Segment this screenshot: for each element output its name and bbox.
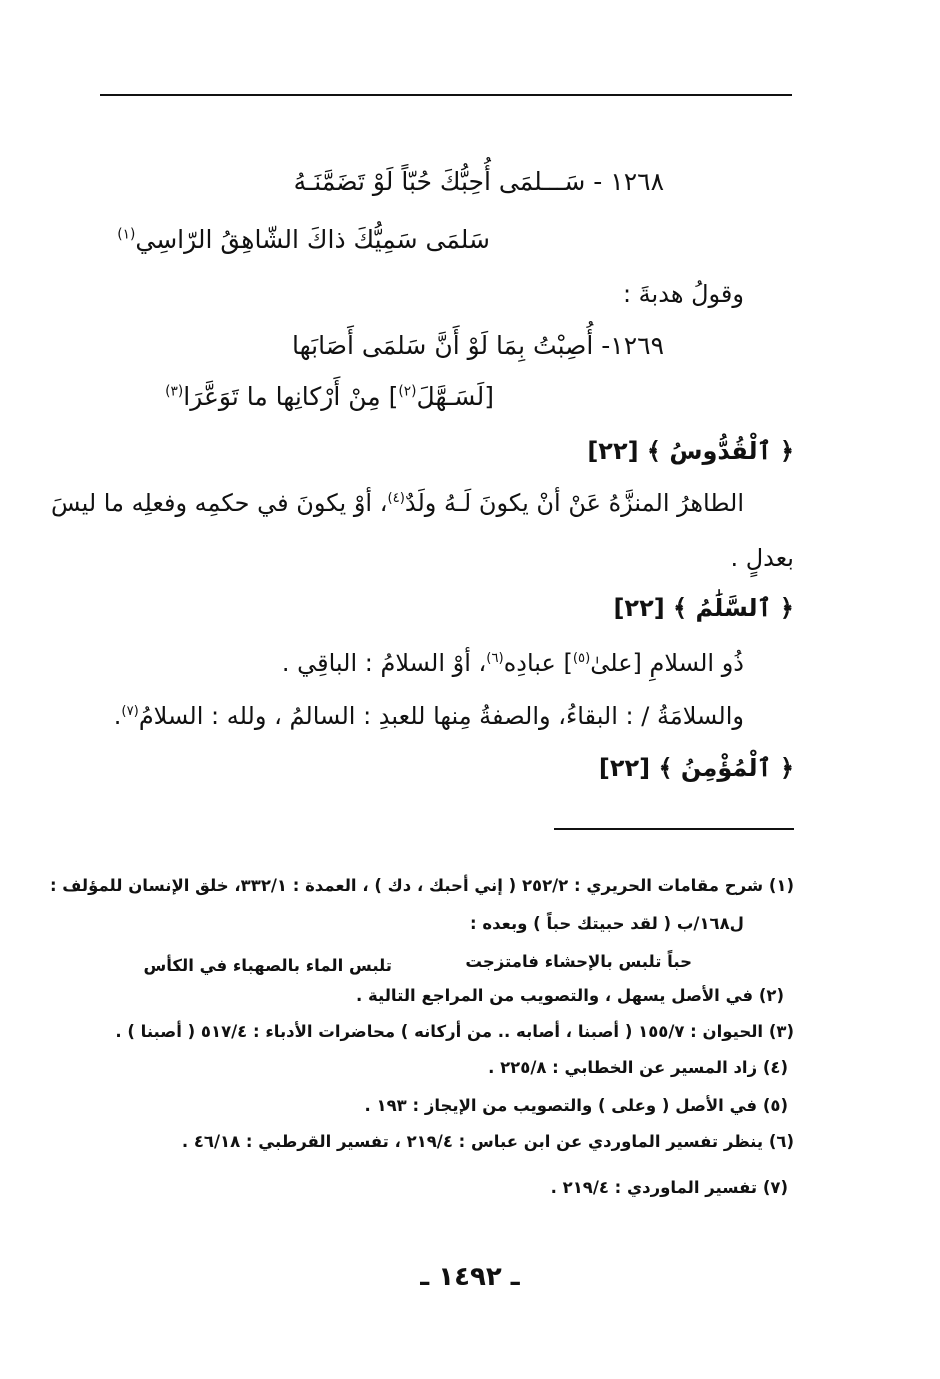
footnote-ref-4: (٤) [387,491,405,506]
footnote-7: (٧) تفسير الماوردي : ٢١٩/٤ . [550,1178,788,1197]
footnote-5: (٥) في الأصل ( وعلى ) والتصويب من الإيجاز : ١٩٣ . [364,1096,788,1115]
footnote-ref-7: (٧) [121,704,139,719]
page-number: ـ ١٤٩٢ ـ [420,1262,520,1292]
verse-1269-second-rest: ] مِنْ أَرْكانِها ما تَوَعَّرَا [183,382,399,411]
verse-1269-first-half: ١٢٦٩- أُصِبْتُ بِمَا لَوْ أَنَّ سَلمَى أَصَابَها [292,331,664,360]
verse-1268-first-half: ١٢٦٨ - سَـــلمَى أُحِبُّكَ حُبّاً لَوْ تَضَمَّنَـهُ [293,167,664,196]
footnote-ref-1: (١) [117,226,136,243]
footnote-3: (٣) الحيوان : ١٥٥/٧ ( أصبنا ، أصابه .. من أركانه ) محاضرات الأدباء : ٥١٧/٤ ( أصبنا ) . [115,1022,794,1041]
heading-quddus: ﴿ ٱلْقُدُّوسُ ﴾ [٢٢] [587,437,794,465]
hudba-intro: وقولُ هدبةَ : [622,280,744,308]
top-rule [100,94,792,96]
footnote-ref-3: (٣) [165,383,184,400]
footnote-ref-6: (٦) [486,651,504,666]
salam-text-c: ، أوْ السلامُ : الباقِي . [281,649,487,677]
footnote-1-verse-right: حباً تلبس بالإحشاء فامتزجت [465,952,692,971]
footnote-ref-5: (٥) [572,651,591,666]
footnote-1-line-1: (١) شرح مقامات الحريري : ٢٥٢/٢ ( إني أحبك ، دك ) ، العمدة : ٣٣٢/١، خلق الإنسان للمؤلف : [49,876,794,895]
footnote-6: (٦) ينظر تفسير الماوردي عن ابن عباس : ٢١٩/٤ ، تفسير القرطبي : ٤٦/١٨ . [181,1132,794,1151]
footnote-4: (٤) زاد المسير عن الخطابي : ٢٢٥/٨ . [488,1058,788,1077]
footnote-1-line-2: ل١٦٨/ب ( لقد حبيتك حباً ) وبعده : [470,914,744,933]
salam-text-a: ذُو السلامِ [علىٰ [590,649,744,677]
verse-1268-second-text: سَلمَى سَمِيُّكَ ذاكَ الشّاهِقُ الرّاسِي [135,225,490,254]
heading-salam: ﴿ ٱلسَّلَٰمُ ﴾ [٢٢] [613,594,794,622]
salam-text-e: . [113,702,122,730]
salam-text-d: والسلامَةُ / : البقاءُ، والصفةُ مِنها للعبدِ : السالمُ ، ولله : السلامُ [138,702,744,730]
quddus-line-1 [51,488,744,519]
footnote-separator [554,828,794,830]
salam-line-2 [114,701,744,732]
verse-1269-second-open: [لَسَـهَّلَ [416,382,494,411]
quddus-line-2: بعدلٍ . [730,544,794,572]
verse-1268-second-half [117,224,490,257]
salam-text-b: ] عبادِه [503,649,573,677]
quddus-text-b: ، أوْ يكونَ في حكمِه وفعلِه ما ليسَ [51,489,388,517]
quddus-text-a: الطاهرُ المنزَّهُ عَنْ أنْ يكونَ لَـهُ ولَدٌ [404,489,744,517]
footnote-ref-2: (٢) [398,383,417,400]
verse-1269-second-half [165,381,494,414]
footnote-1-verse-left: تلبس الماء بالصهباء في الكأس [143,956,392,975]
footnote-2: (٢) في الأصل يسهل ، والتصويب من المراجع التالية . [355,986,784,1005]
salam-line-1 [282,648,744,679]
heading-mumin: ﴿ ٱلْمُؤْمِنُ ﴾ [٢٢] [598,754,794,782]
